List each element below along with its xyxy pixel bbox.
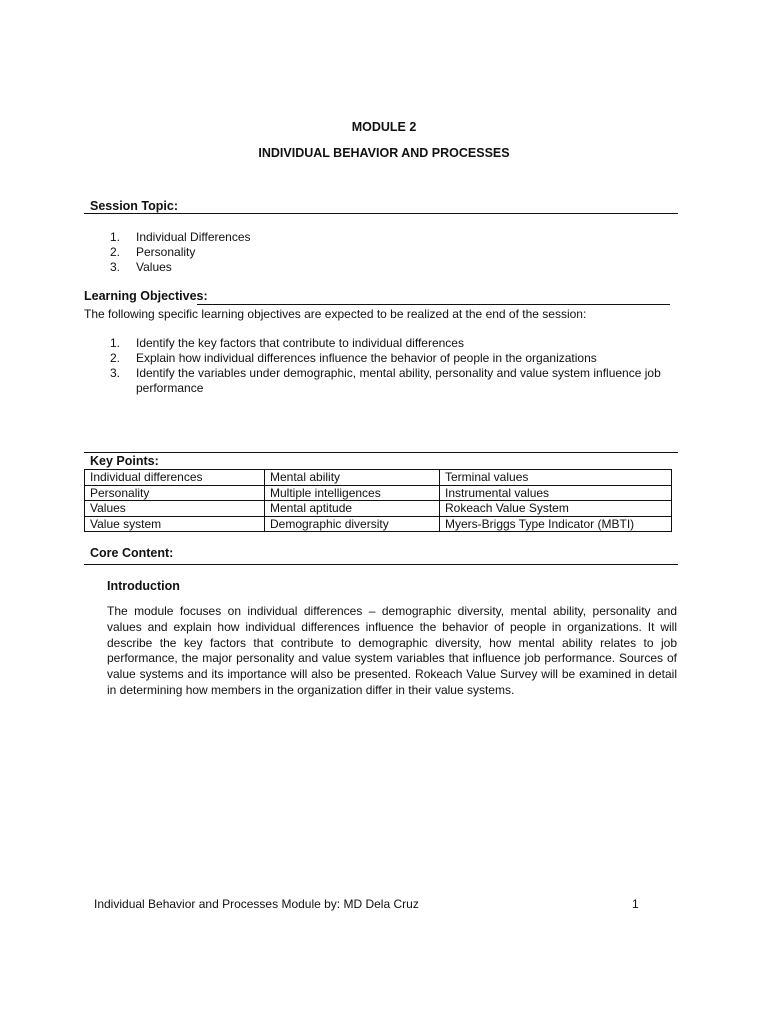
table-cell: Individual differences (85, 470, 265, 486)
learning-objectives-list (110, 336, 670, 396)
introduction-paragraph: The module focuses on individual differences – demographic diversity, mental ability, personality and values and explain how individual differences influence the behavior of people in organizations. It will describe the key factors that contribute to demographic diversity, how mental ability relates to job performance, the major personality and value system variables that influence job performance. Sources of value systems and its importance will also be presented. Rokeach Value Survey will be examined in detail in determining how members in the organization differ in their value systems. (107, 604, 677, 697)
key-points-table (84, 469, 672, 532)
table-cell: Instrumental values (440, 485, 672, 501)
table-cell: Multiple intelligences (265, 485, 440, 501)
table-cell: Rokeach Value System (440, 501, 672, 517)
list-item: 3. Identify the variables under demographic, mental ability, personality and value system influence job performance (110, 366, 661, 395)
key-points-heading: Key Points: (90, 454, 159, 468)
table-cell: Value system (85, 516, 265, 532)
table-cell: Terminal values (440, 470, 672, 486)
session-topic-rule (84, 213, 678, 214)
table-cell: Mental ability (265, 470, 440, 486)
footer-text: Individual Behavior and Processes Module by: MD Dela Cruz (94, 897, 419, 911)
list-item: 2. Personality (110, 245, 196, 259)
table-cell: Values (85, 501, 265, 517)
module-label: MODULE 2 (351, 120, 417, 134)
list-item: 2. Explain how individual differences influence the behavior of people in the organizations (110, 351, 597, 365)
module-title: INDIVIDUAL BEHAVIOR AND PROCESSES (258, 146, 510, 160)
core-content-rule (84, 564, 678, 565)
session-topic-list (110, 230, 251, 275)
table-cell: Personality (85, 485, 265, 501)
learning-objectives-rule (197, 304, 670, 305)
table-cell: Mental aptitude (265, 501, 440, 517)
learning-objectives-heading: Learning Objectives: (84, 289, 208, 303)
table-row (85, 485, 672, 501)
table-row (85, 501, 672, 517)
list-item: 3. Values (110, 260, 172, 274)
learning-objectives-intro: The following specific learning objectives are expected to be realized at the end of the session: (84, 307, 587, 321)
introduction-heading: Introduction (107, 579, 180, 593)
list-item: 1. Individual Differences (110, 230, 251, 244)
key-points-rule (84, 452, 678, 453)
table-cell: Demographic diversity (265, 516, 440, 532)
core-content-heading: Core Content: (90, 546, 174, 560)
session-topic-heading: Session Topic: (90, 199, 178, 213)
page-number: 1 (632, 897, 639, 911)
table-row (85, 516, 672, 532)
list-item: 1. Identify the key factors that contribute to individual differences (110, 336, 464, 350)
table-cell: Myers-Briggs Type Indicator (MBTI) (440, 516, 672, 532)
table-row (85, 470, 672, 486)
